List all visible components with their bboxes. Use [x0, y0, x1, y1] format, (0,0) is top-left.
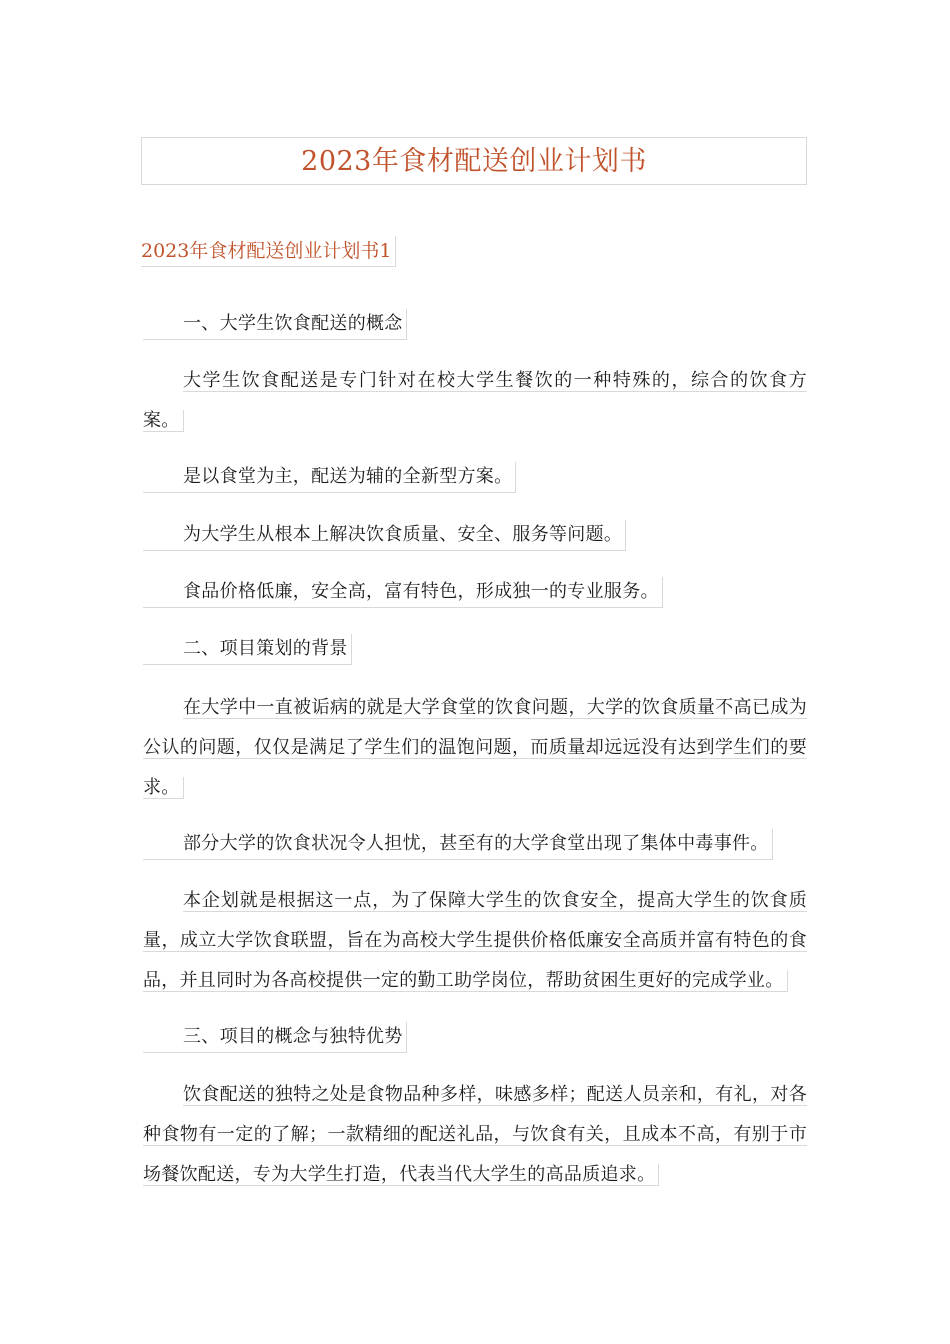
paragraph-text: 本企划就是根据这一点，为了保障大学生的饮食安全，提高大学生的饮食质量，成立大学饮食联盟，旨在为高校大学生提供价格低廉安全高质并富有特色的食品，并且同时为各高校提供一定的勤工助学岗位，帮助贫困生更好的完成学业。: [143, 890, 807, 991]
section-heading-1: 一、大学生饮食配送的概念: [143, 309, 407, 340]
paragraph-text: 大学生饮食配送是专门针对在校大学生餐饮的一种特殊的，综合的饮食方案。: [143, 370, 807, 431]
title-box: [141, 137, 807, 185]
paragraph: [143, 1075, 807, 1195]
section-heading-2: 二、项目策划的背景: [143, 634, 352, 665]
document-title: 2023年食材配送创业计划书: [301, 145, 647, 177]
paragraph: [143, 688, 807, 808]
paragraph: [143, 881, 807, 1001]
document-subtitle: 2023年食材配送创业计划书1: [141, 236, 396, 267]
paragraph-short: 食品价格低廉，安全高，富有特色，形成独一的专业服务。: [143, 577, 663, 608]
paragraph-short: 部分大学的饮食状况令人担忧，甚至有的大学食堂出现了集体中毒事件。: [143, 829, 773, 860]
paragraph: [143, 361, 807, 441]
paragraph-short: 是以食堂为主，配送为辅的全新型方案。: [143, 462, 516, 493]
paragraph-short: 为大学生从根本上解决饮食质量、安全、服务等问题。: [143, 520, 626, 551]
paragraph-text: 在大学中一直被诟病的就是大学食堂的饮食问题，大学的饮食质量不高已成为公认的问题，仅仅是满足了学生们的温饱问题，而质量却远远没有达到学生们的要求。: [143, 697, 807, 798]
paragraph-text: 饮食配送的独特之处是食物品种多样，味感多样；配送人员亲和，有礼，对各种食物有一定的了解；一款精细的配送礼品，与饮食有关，且成本不高，有别于市场餐饮配送，专为大学生打造，代表当代大学生的高品质追求。: [143, 1084, 807, 1185]
section-heading-3: 三、项目的概念与独特优势: [143, 1022, 407, 1053]
